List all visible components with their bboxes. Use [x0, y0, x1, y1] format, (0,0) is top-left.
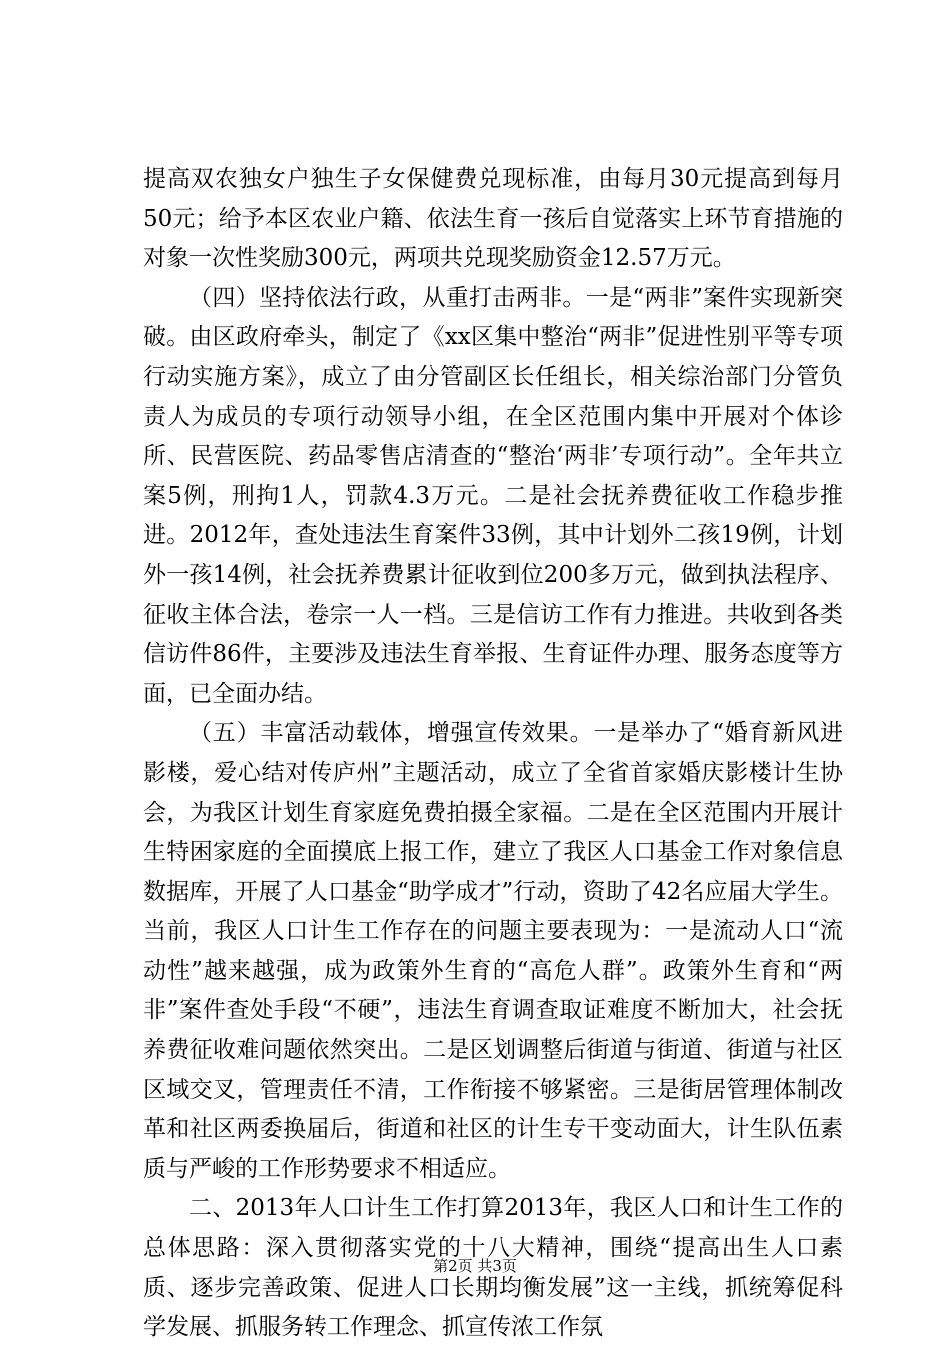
paragraph-continuation: 提高双农独女户独生子女保健费兑现标准，由每月30元提高到每月50元；给予本区农业户籍、依法生育一孩后自觉落实上环节育措施的对象一次性奖励300元，两项共兑现奖励资金12.57万元。: [143, 166, 843, 272]
paragraph-section-five: （五）丰富活动载体，增强宣传效果。一是举办了“婚育新风进影楼，爱心结对传庐州”主题活动，成立了全省首家婚庆影楼计生协会，为我区计划生育家庭免费拍摄全家福。二是在全区范围内开展计生特困家庭的全面摸底上报工作，建立了我区人口基金工作对象信息数据库，开展了人口基金“助学成才”行动，资助了42名应届大学生。当前，我区人口计生工作存在的问题主要表现为：一是流动人口“流动性”越来越强，成为政策外生育的“高危人群”。政策外生育和“两非”案件查处手段“不硬”，违法生育调查取证难度不断加大，社会抚养费征收难问题依然突出。二是区划调整后街道与街道、街道与社区区域交叉，管理责任不清，工作衔接不够紧密。三是街居管理体制改革和社区两委换届后，街道和社区的计生专干变动面大，计生队伍素质与严峻的工作形势要求不相适应。: [143, 720, 843, 1182]
paragraph-part-two: 二、2013年人口计生工作打算2013年，我区人口和计生工作的总体思路：深入贯彻落实党的十八大精神，围绕“提高出生人口素质、逐步完善政策、促进人口长期均衡发展”这一主线，抓统筹促科学发展、抓服务转工作理念、抓宣传浓工作氛: [143, 1195, 843, 1341]
document-body: [143, 160, 843, 1348]
page-footer: [0, 1256, 950, 1276]
paragraph-section-four: （四）坚持依法行政，从重打击两非。一是“两非”案件实现新突破。由区政府牵头，制定了《xx区集中整治“两非”促进性别平等专项行动实施方案》，成立了由分管副区长任组长，相关综治部门分管负责人为成员的专项行动领导小组，在全区范围内集中开展对个体诊所、民营医院、药品零售店清查的“整治‘两非’专项行动”。全年共立案5例，刑拘1人，罚款4.3万元。二是社会抚养费征收工作稳步推进。2012年，查处违法生育案件33例，其中计划外二孩19例，计划外一孩14例，社会抚养费累计征收到位200多万元，做到执法程序、征收主体合法，卷宗一人一档。三是信访工作有力推进。共收到各类信访件86件，主要涉及违法生育举报、生育证件办理、服务态度等方面，已全面办结。: [143, 284, 843, 707]
page-number: 第2页 共3页: [433, 1257, 517, 1275]
